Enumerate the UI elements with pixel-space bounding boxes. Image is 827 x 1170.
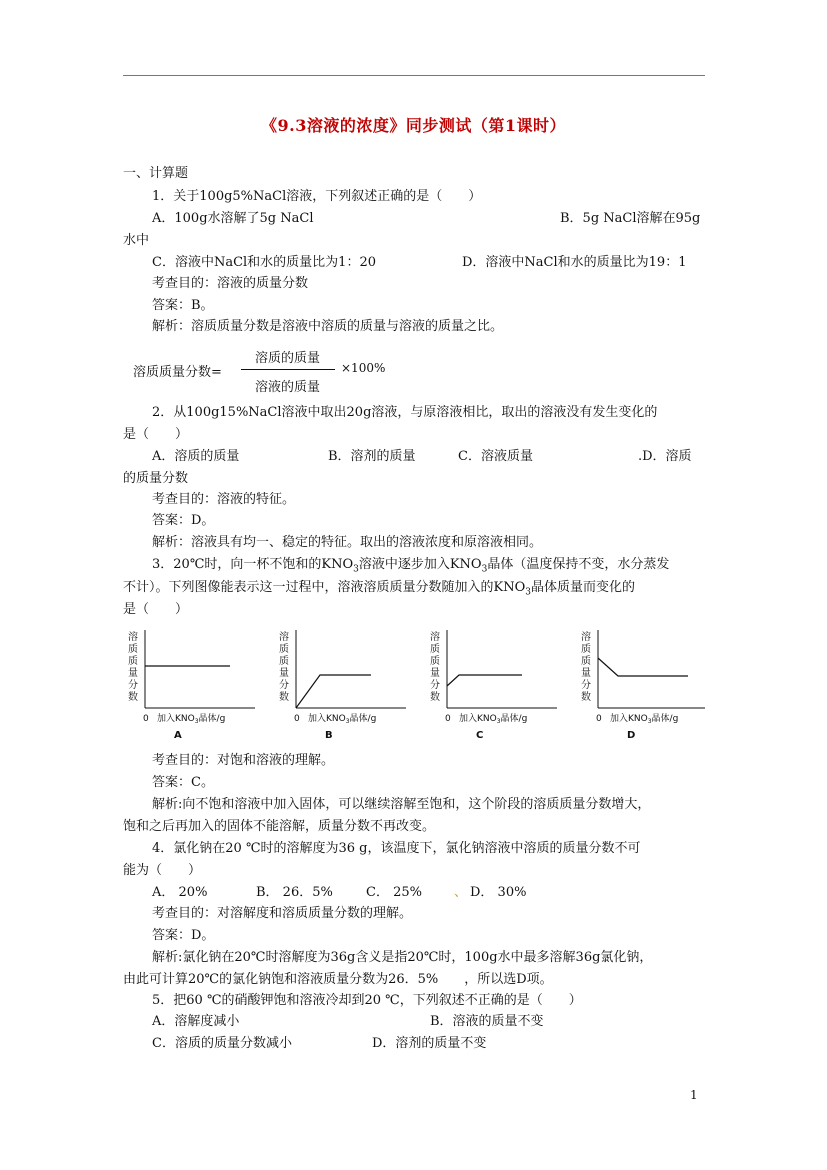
q4-option-c: C． 25%: [366, 885, 422, 900]
y-axis-label-char: 质: [128, 644, 138, 655]
y-axis-label-char: 数: [128, 692, 138, 703]
y-axis-label-char: 质: [581, 644, 591, 655]
y-axis-label-char: 数: [430, 692, 440, 703]
y-axis-label-char: 溶: [581, 632, 591, 643]
panel-label-a: A: [174, 730, 182, 741]
y-axis-label-char: 质: [128, 656, 138, 667]
graph-panel-d: [581, 630, 705, 741]
q4-explanation-2: 由此可计算20℃的氯化钠饱和溶液质量分数为26．5% ，所以选D项。: [123, 972, 553, 987]
y-axis-label-char: 溶: [128, 632, 138, 643]
q4-aim: 考查目的：对溶解度和溶质质量分数的理解。: [152, 906, 413, 921]
question-2: 2．从100g15%NaCl溶液中取出20g溶液，与原溶液相比，取出的溶液没有发生变化的: [152, 405, 658, 420]
q5-option-b: B．溶液的质量不变: [430, 1014, 544, 1029]
y-axis-label-char: 分: [128, 680, 138, 691]
header-rule: [123, 75, 705, 76]
q4-option-d: D． 30%: [470, 885, 527, 900]
y-axis-label-char: 溶: [430, 632, 440, 643]
q2-option-b: B．溶剂的质量: [328, 449, 416, 464]
q1-explanation: 解析：溶质质量分数是溶液中溶质的质量与溶液的质量之比。: [152, 319, 504, 334]
y-axis-label-char: 量: [128, 668, 138, 679]
y-axis-label-char: 分: [279, 680, 289, 691]
y-axis-label-char: 质: [581, 656, 591, 667]
y-axis-label-char: 数: [279, 692, 289, 703]
q1-answer: 答案：B。: [152, 298, 214, 313]
graph-panel-b: [279, 630, 406, 741]
q2-answer: 答案：D。: [152, 513, 215, 528]
question-3-cont-2: 是（ ）: [123, 602, 189, 617]
graph-panel-a: [128, 630, 255, 741]
origin-label: 0: [143, 714, 149, 724]
origin-label: 0: [445, 714, 451, 724]
q1-option-b-cont: 水中: [123, 233, 150, 248]
q2-explanation: 解析：溶液具有均一、稳定的特征。取出的溶液浓度和原溶液相同。: [152, 535, 543, 550]
q5-option-a: A．溶解度减小: [152, 1014, 240, 1029]
q2-option-a: A．溶质的质量: [152, 449, 240, 464]
origin-label: 0: [596, 714, 602, 724]
q1-option-c: C．溶液中NaCl和水的质量比为1：20: [152, 255, 376, 270]
q2-aim: 考查目的：溶液的特征。: [152, 492, 296, 507]
x-axis-label: 加入$KNO_3$晶体/g: [459, 714, 528, 725]
y-axis-label-char: 分: [430, 680, 440, 691]
panel-label-b: B: [325, 730, 333, 741]
origin-label: 0: [294, 714, 300, 724]
question-5: 5．把60 ℃的硝酸钾饱和溶液冷却到20 ℃，下列叙述不正确的是（ ）: [152, 993, 582, 1008]
y-axis-label-char: 分: [581, 680, 591, 691]
y-axis-label-char: 质: [279, 656, 289, 667]
q3-explanation-2: 饱和之后再加入的固体不能溶解，质量分数不再改变。: [123, 819, 436, 834]
q5-option-c: C．溶质的质量分数减小: [152, 1036, 292, 1051]
formula-label: 溶质质量分数=: [133, 365, 222, 380]
q4-stray-mark: 、: [454, 885, 468, 900]
x-axis-label: 加入$KNO_3$晶体/g: [157, 714, 226, 725]
page-title: 《9.3溶液的浓度》同步测试（第1课时）: [261, 116, 566, 135]
curve-b: [296, 675, 371, 708]
y-axis-label-char: 溶: [279, 632, 289, 643]
y-axis-label-char: 质: [430, 656, 440, 667]
question-4-cont: 能为（ ）: [123, 863, 202, 878]
q2-option-c: C．溶液质量: [458, 449, 533, 464]
y-axis-label-char: 量: [581, 668, 591, 679]
graph-panel-c: [430, 630, 557, 741]
page-number: 1: [690, 1088, 698, 1102]
q3-aim: 考查目的：对饱和溶液的理解。: [152, 753, 335, 768]
section-heading: 一、计算题: [123, 166, 189, 181]
q1-option-a: A．100g水溶解了5g NaCl: [152, 211, 314, 226]
fraction-bar: [241, 369, 335, 370]
q3-explanation-1: 解析:向不饱和溶液中加入固体，可以继续溶解至饱和，这个阶段的溶质质量分数增大，: [152, 797, 651, 812]
q4-option-a: A． 20%: [152, 885, 208, 900]
mass-fraction-formula: [133, 345, 403, 395]
q4-option-b: B． 26．5%: [256, 885, 333, 900]
question-4: 4．氯化钠在20 ℃时的溶解度为36 g，该温度下，氯化钠溶液中溶质的质量分数不可: [152, 841, 641, 856]
x-axis-label: 加入$KNO_3$晶体/g: [610, 714, 679, 725]
q5-option-d: D．溶剂的质量不变: [372, 1036, 487, 1051]
question-3-cont: 不计）。下列图像能表示这一过程中，溶液溶质质量分数随加入的$KNO_3$晶体质量而变化的: [123, 580, 635, 598]
q2-option-d: .D．溶质: [638, 449, 692, 464]
panel-label-d: D: [627, 730, 636, 741]
formula-numerator: 溶质的质量: [255, 351, 321, 366]
solubility-graphs: [125, 628, 705, 746]
q2-option-d-cont: 的质量分数: [123, 471, 189, 486]
q3-answer: 答案：C。: [152, 775, 214, 790]
question-1: 1．关于100g5%NaCl溶液，下列叙述正确的是（ ）: [152, 189, 482, 204]
x-axis-label: 加入$KNO_3$晶体/g: [308, 714, 377, 725]
q1-option-b: B．5g NaCl溶解在95g: [560, 211, 701, 226]
question-2-cont: 是（ ）: [123, 427, 189, 442]
y-axis-label-char: 数: [581, 692, 591, 703]
q4-answer: 答案：D。: [152, 928, 215, 943]
q1-aim: 考查目的：溶液的质量分数: [152, 276, 309, 291]
q4-explanation-1: 解析:氯化钠在20℃时溶解度为36g含义是指20℃时，100g水中最多溶解36g氯化钠，: [152, 950, 653, 965]
panel-label-c: C: [476, 730, 484, 741]
y-axis-label-char: 量: [279, 668, 289, 679]
curve-c: [447, 675, 522, 686]
question-3: 3．20℃时，向一杯不饱和的$KNO_3$溶液中逐步加入$KNO_3$晶体（温度保持不变，水分蒸发: [152, 557, 670, 575]
formula-multiplier: ×100%: [341, 361, 386, 375]
y-axis-label-char: 量: [430, 668, 440, 679]
y-axis-label-char: 质: [430, 644, 440, 655]
q1-option-d: D．溶液中NaCl和水的质量比为19：1: [462, 255, 687, 270]
curve-d: [598, 658, 688, 676]
formula-denominator: 溶液的质量: [255, 380, 321, 395]
y-axis-label-char: 质: [279, 644, 289, 655]
